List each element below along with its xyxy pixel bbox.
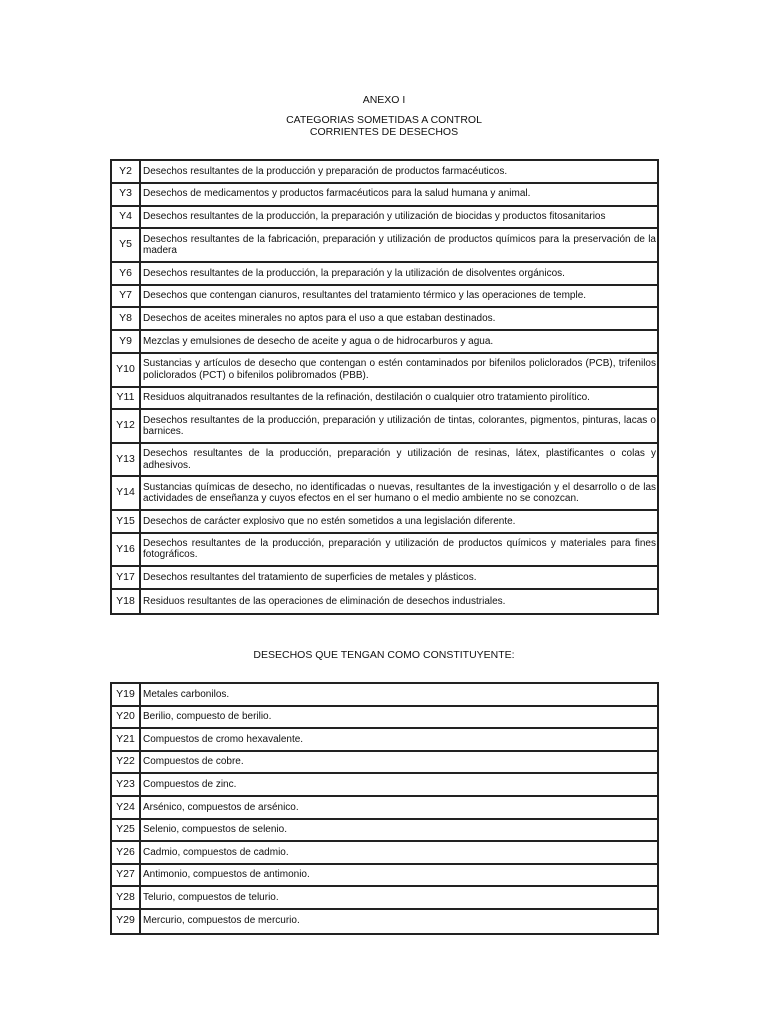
category-code: Y10 [112,354,141,388]
constituents-table [110,682,659,935]
category-code: Y25 [112,820,141,843]
category-description: Desechos resultantes del tratamiento de superficies de metales y plásticos. [141,567,657,590]
category-description: Residuos resultantes de las operaciones de eliminación de desechos industriales. [143,595,506,607]
table-row [112,887,657,910]
category-code: Y28 [112,887,141,910]
table-row [112,308,657,331]
category-code: Y27 [112,865,141,888]
table-row [112,910,657,933]
table-row [112,797,657,820]
annex-title: ANEXO I [362,94,406,106]
constituents-heading: DESECHOS QUE TENGAN COMO CONSTITUYENTE: [253,649,515,661]
table-row [112,534,657,568]
category-description: Residuos alquitranados resultantes de la refinación, destilación o cualquier otro tratamiento pirolítico. [141,388,657,411]
category-description: Sustancias y artículos de desecho que contengan o estén contaminados por bifenilos policlorados (PCB), trifenilos policlorados (PCT) o bifenilos polibromados (PBB). [141,354,657,388]
table-row [112,410,657,444]
table-row [112,388,657,411]
category-code: Y12 [112,410,141,444]
table-row [112,752,657,775]
table-row [112,477,657,511]
category-code: Y23 [112,774,141,797]
table-row [112,354,657,388]
category-description: Desechos resultantes de la producción, preparación y utilización de resinas, látex, plastificantes o colas y adhesivos. [141,444,657,478]
category-description: Desechos resultantes de la producción, la preparación y la utilización de disolventes orgánicos. [141,263,657,286]
category-description: Desechos resultantes de la producción, preparación y utilización de tintas, colorantes, pigmentos, pinturas, lacas o barnices. [141,410,657,444]
category-code: Y19 [112,684,141,707]
category-code: Y6 [112,263,141,286]
category-code: Y5 [112,229,141,263]
category-description: Telurio, compuestos de telurio. [141,887,657,910]
category-code: Y16 [112,534,141,568]
table-row [112,184,657,207]
category-code: Y21 [112,729,141,752]
category-code: Y13 [112,444,141,478]
category-code: Y9 [112,331,141,354]
table-row [112,684,657,707]
category-description: Desechos resultantes de la producción y preparación de productos farmacéuticos. [141,161,657,184]
table-row [112,331,657,354]
category-description: Compuestos de cobre. [141,752,657,775]
category-code: Y18 [112,590,141,613]
category-description: Cadmio, compuestos de cadmio. [141,842,657,865]
category-code: Y20 [112,707,141,730]
category-code: Y2 [112,161,141,184]
category-description: Antimonio, compuestos de antimonio. [141,865,657,888]
category-description: Selenio, compuestos de selenio. [141,820,657,843]
category-description: Compuestos de zinc. [141,774,657,797]
category-description: Desechos resultantes de la producción, la preparación y utilización de biocidas y productos fitosanitarios [141,207,657,230]
category-code: Y8 [112,308,141,331]
category-description: Desechos que contengan cianuros, resultantes del tratamiento térmico y las operaciones de temple. [141,286,657,309]
category-description: Sustancias químicas de desecho, no identificadas o nuevas, resultantes de la investigación y el desarrollo o de las actividades de enseñanza y cuyos efectos en el ser humano o el medio ambiente no se conozcan. [141,477,657,511]
category-code: Y26 [112,842,141,865]
category-description: Desechos de carácter explosivo que no estén sometidos a una legislación diferente. [141,511,657,534]
category-code: Y22 [112,752,141,775]
category-description: Desechos resultantes de la fabricación, preparación y utilización de productos químicos para la preservación de la madera [141,229,657,263]
category-code: Y11 [112,388,141,411]
category-code: Y15 [112,511,141,534]
table-row [112,729,657,752]
annex-subtitle: CATEGORIAS SOMETIDAS A CONTROL [286,114,482,126]
category-code: Y17 [112,567,141,590]
category-code: Y24 [112,797,141,820]
table-row [112,229,657,263]
category-code: Y29 [112,910,141,933]
table-row [112,567,657,590]
table-row [112,774,657,797]
table-row [112,865,657,888]
table-row [112,161,657,184]
table-row [112,444,657,478]
table-row [112,263,657,286]
category-code: Y3 [112,184,141,207]
table-row [112,820,657,843]
category-code: Y7 [112,286,141,309]
section-title-waste-streams: CORRIENTES DE DESECHOS [309,126,459,138]
table-row [112,207,657,230]
category-description: Desechos de medicamentos y productos farmacéuticos para la salud humana y animal. [141,184,657,207]
category-description: Arsénico, compuestos de arsénico. [141,797,657,820]
category-description: Mercurio, compuestos de mercurio. [143,915,300,927]
category-description: Mezclas y emulsiones de desecho de aceite y agua o de hidrocarburos y agua. [141,331,657,354]
table-row [112,707,657,730]
category-description: Desechos resultantes de la producción, preparación y utilización de productos químicos y materiales para fines fotográficos. [141,534,657,568]
category-code: Y14 [112,477,141,511]
category-code: Y4 [112,207,141,230]
category-description: Berilio, compuesto de berilio. [141,707,657,730]
table-row [112,590,657,613]
category-description: Desechos de aceites minerales no aptos para el uso a que estaban destinados. [141,308,657,331]
waste-streams-table [110,159,659,615]
category-description: Metales carbonilos. [141,684,657,707]
table-row [112,286,657,309]
category-description: Compuestos de cromo hexavalente. [141,729,657,752]
table-row [112,511,657,534]
table-row [112,842,657,865]
